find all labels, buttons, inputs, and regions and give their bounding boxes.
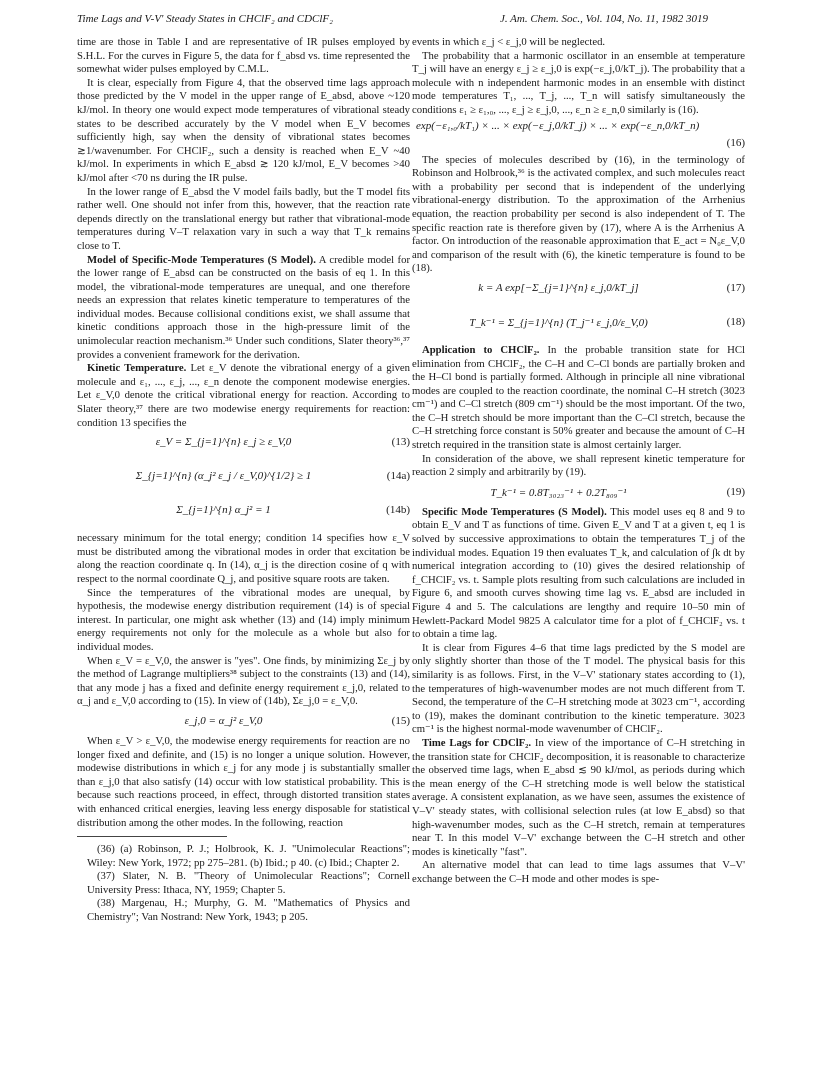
equation-14b: [77, 498, 410, 532]
footnote: (36) (a) Robinson, P. J.; Holbrook, K. J. "Unimolecular Reactions"; Wiley: New York, 1972; pp 275–281. (b) Ibid.; p 40. (c) Ibid.; Chapter 2.: [87, 843, 410, 869]
equation-number: (17): [726, 281, 745, 294]
footnote: (38) Margenau, H.; Murphy, G. M. "Mathematics of Physics and Chemistry"; Van Nostrand: New York, 1943; p 205.: [87, 897, 410, 924]
equation-expression: T_k⁻¹ = 0.8T₃₀₂₃⁻¹ + 0.2T₈₀₉⁻¹: [490, 486, 627, 499]
equation-expression: ε_V = Σ_{j=1}^{n} ε_j ≥ ε_V,0: [155, 436, 292, 449]
left-column: [77, 36, 410, 925]
equation-number: (15): [391, 714, 410, 727]
equation-expression: ε_j,0 = α_j² ε_V,0: [184, 714, 263, 727]
paragraph: [412, 737, 745, 859]
equation-number: (18): [726, 315, 745, 328]
equation-14a: [77, 464, 410, 498]
paragraph: In consideration of the above, we shall represent kinetic temperature for reaction 2 simply and arbitrarily by (19).: [412, 452, 745, 479]
paragraph-text: This model uses eq 8 and 9 to obtain E_V and T as functions of time. Given E_V and T at a given t, eq 1 is solved by successive approximations to obtain the temperatures T_j of the individual modes. Equation 19 then evaluates T_k, and calculation of ∫k dt by numerical integration according to (10) gives the desired relationship of f_CHClF₂ vs. t. Sample plots resulting from such calculations are included in Figure 6, and smooth curves showing time lag vs. E_absd are included in Figure 4 and 5. The calculations are lengthy and require 10–50 min of Hewlett-Packard Model 9825 A calculator time for a plot of f_CHClF₂ vs. t to obtain a time lag.: [412, 505, 745, 641]
paragraph: When ε_V > ε_V,0, the modewise energy requirements for reaction are no longer fixed and definite, and (15) is no longer a unique solution. However, modewise distributions in which ε_j for any mode j is substantially smaller than ε_j,0 that also satisfy (14) occur with low statistical probability. This is because such reactions proceed, in effect, through distorted transition states with enhanced critical energies, leaving less energy disposable for statistical distribution among the other modes. In the following, reaction: [77, 734, 410, 829]
paragraph: necessary minimum for the total energy; condition 14 specifies how ε_V must be distributed among the vibrational modes in order that excitation be along the reaction coordinate q. In (14), α_j is the direction cosine of q with respect to the normal coordinate Q_j, and positive square roots are taken.: [77, 532, 410, 585]
section-heading: Time Lags for CDClF₂.: [422, 736, 532, 749]
equation-number: (19): [726, 485, 745, 498]
equation-expression: T_k⁻¹ = Σ_{j=1}^{n} (T_j⁻¹ ε_j,0/ε_V,0): [469, 316, 648, 329]
footnote: (37) Slater, N. B. "Theory of Unimolecular Reactions"; Cornell University Press: Ithaca, NY, 1959; Chapter 5.: [87, 870, 410, 896]
paragraph: In the lower range of E_absd the V model fails badly, but the T model fits rather well. One should not infer from this, however, that the reaction rate depends directly on the translational energy but rather that vibrational-mode temperatures during V–T relaxation vary in such a way that T_k remains close to T.: [77, 185, 410, 252]
equation-expression: Σ_{j=1}^{n} (α_j² ε_j / ε_V,0)^{1/2} ≥ 1: [135, 470, 312, 483]
running-header-journal: J. Am. Chem. Soc., Vol. 104, No. 11, 1982 3019: [500, 13, 708, 25]
equation-18: [412, 310, 745, 344]
paragraph: It is clear, especially from Figure 4, that the observed time lags approach those predicted by the V model in the upper range of E_absd, above ~120 kJ/mol. In theory one would expect mode temperatures of vibrational steady states to be described accurately by the V model when E_V becomes sufficiently high, say when the density of vibrational states becomes ≳1/wavenumber. For CHClF₂, such a density is reached when E_V ~40 kJ/mol. In experiments in which E_absd ≳ 120 kJ/mol, E_V becomes >40 kJ/mol after <70 ns during the IR pulse.: [77, 76, 410, 184]
paragraph: Since the temperatures of the vibrational modes are unequal, by hypothesis, the modewise energy distribution requirement (14) is of special interest. In particular, one might ask whether (13) and (14) imply minimum energy requirements not only for the molecule as a whole but also for individual modes.: [77, 586, 410, 653]
equation-expression: Σ_{j=1}^{n} α_j² = 1: [176, 504, 271, 517]
equation-number: (14b): [386, 504, 410, 517]
paragraph-text: Let ε_V denote the vibrational energy of a given molecule and ε₁, ..., ε_j, ..., ε_n denote the component modewise energies. Let ε_V,0 denote the critical vibrational energy for reaction. According to Slater theory,³⁷ there are two modewise energy requirements for reaction: condition 13 specifies the: [77, 362, 410, 429]
equation-16: [412, 118, 745, 154]
paragraph-text: In the probable transition state for HCl elimination from CHClF₂, the C–H and C–Cl bonds are partially broken and the H–Cl bond is partially formed. Although in principle all nine vibrational modes are coupled to the reaction coordinate, the nominal C–H stretch (3023 cm⁻¹) and C–Cl stretch (809 cm⁻¹) should be the most important. Of the two, the C–H stretch should be more important than the C–Cl stretch, because the C–H stretching force constant is 50% greater and because the amount of C–H stretch required in the transition state is almost certainly larger.: [412, 343, 745, 452]
equation-expression: exp(−ε₁,₀/kT₁) × ... × exp(−ε_j,0/kT_j) × ... × exp(−ε_n,0/kT_n): [416, 119, 700, 132]
paragraph: An alternative model that can lead to time lags assumes that V–V' exchange between the C–H mode and other modes is spe-: [412, 859, 745, 885]
paragraph-text: A credible model for the lower range of E_absd can be constructed on the basis of eq 1. In this model, the vibrational-mode temperatures are unequal, and one therefore needs an expression that relates kinetic temperature to temperatures of the individual modes. Because collisional conditions exist, we shall assume that kinetic conditions approach those in the high-pressure limit of the unimolecular reaction mechanism.³⁶ Under such conditions, Slater theory³⁶,³⁷ provides a convenient framework for the derivation.: [77, 253, 411, 361]
paragraph-text: In view of the importance of C–H stretching in the transition state for CHClF₂ decomposition, it is reasonable to characterize the observed time lags, when E_absd ≲ 90 kJ/mol, as periods during which the mean energy of the C–H stretching mode is well below the statistical average. A consistent explanation, as we have seen, assumes the existence of V–V' steady states, with collisional selection rules (at low E_absd) so that high-wavenumber modes, such as the C–H stretch, remain at temperatures near T. In this model V–V' exchange between the C–H stretch and other modes is kinetically "fast".: [412, 736, 745, 858]
section-heading: Specific Mode Temperatures (S Model).: [422, 505, 607, 518]
paragraph: [77, 362, 410, 430]
right-column: [412, 36, 745, 886]
equation-number: (14a): [386, 470, 410, 483]
equation-17: [412, 276, 745, 310]
section-heading: Model of Specific-Mode Temperatures (S Model).: [87, 253, 316, 266]
paragraph: [412, 506, 745, 642]
running-header-title: Time Lags and V-V' Steady States in CHClF₂ and CDClF₂: [77, 13, 333, 25]
paragraph: When ε_V = ε_V,0, the answer is "yes". One finds, by minimizing Σε_j by the method of Lagrange multipliers³⁸ subject to the constraints (13) and (14), that any mode j has a fixed and definite energy requirement ε_j,0, related to α_j and ε_V,0 according to (15). In view of (14b), Σε_j,0 = ε_V,0.: [77, 654, 410, 708]
equation-13: [77, 430, 410, 464]
equation-expression: k = A exp[−Σ_{j=1}^{n} ε_j,0/kT_j]: [478, 281, 639, 294]
paragraph: The species of molecules described by (16), in the terminology of Robinson and Holbrook,³⁶ is the activated complex, and such molecules react with a probability per second that is independent of the underlying vibrational-energy distribution. To the approximation of the Arrhenius equation, the reaction probability per second is also independent of T. The specific reaction rate is therefore given by (17), where A is the Arrhenius A factor. On introduction of the reasonable approximation that E_act = N₀ε_V,0 and comparison of the result with (6), the kinetic temperature is found to be (18).: [412, 153, 745, 275]
equation-19: [412, 480, 745, 506]
section-heading: Kinetic Temperature.: [87, 362, 187, 375]
paragraph: events in which ε_j < ε_j,0 will be neglected.: [412, 36, 606, 48]
equation-number: (16): [726, 136, 745, 149]
paragraph: [77, 254, 410, 363]
paragraph: time are those in Table I and are representative of IR pulses employed by S.H.L. For the curves in Figure 5, the data for f_absd vs. time represented the somewhat wider pulses employed by C.M.L.: [77, 36, 410, 76]
section-heading: Application to CHClF₂.: [422, 343, 540, 356]
paragraph: The probability that a harmonic oscillator in an ensemble at temperature T_j will have an energy ε_j ≥ ε_j,0 is exp(−ε_j,0/kT_j). The probability that a molecule with n independent harmonic modes in an ensemble with distinct mode temperatures T₁, ..., T_j, ..., T_n will satisfy simultaneously the conditions ε₁ ≥ ε₁,₀, ..., ε_j ≥ ε_j,0, ..., ε_n ≥ ε_n,0 similarly is (16).: [412, 49, 745, 116]
equation-number: (13): [391, 436, 410, 449]
paragraph: [412, 344, 745, 453]
paragraph: It is clear from Figures 4–6 that time lags predicted by the S model are only slightly shorter than those of the T model. The physical basis for this similarity is as follows. First, in the V–V' stationary states according to (1), the temperatures of high-wavenumber modes are not much different from T. Second, the temperature of the C–H stretching mode at 3023 cm⁻¹, according to (19), makes the dominant contribution to the kinetic temperature. 3023 cm⁻¹ is the highest normal-mode wavenumber of CHClF₂.: [412, 641, 745, 736]
equation-15: [77, 709, 410, 735]
footnote-rule: [77, 836, 227, 837]
